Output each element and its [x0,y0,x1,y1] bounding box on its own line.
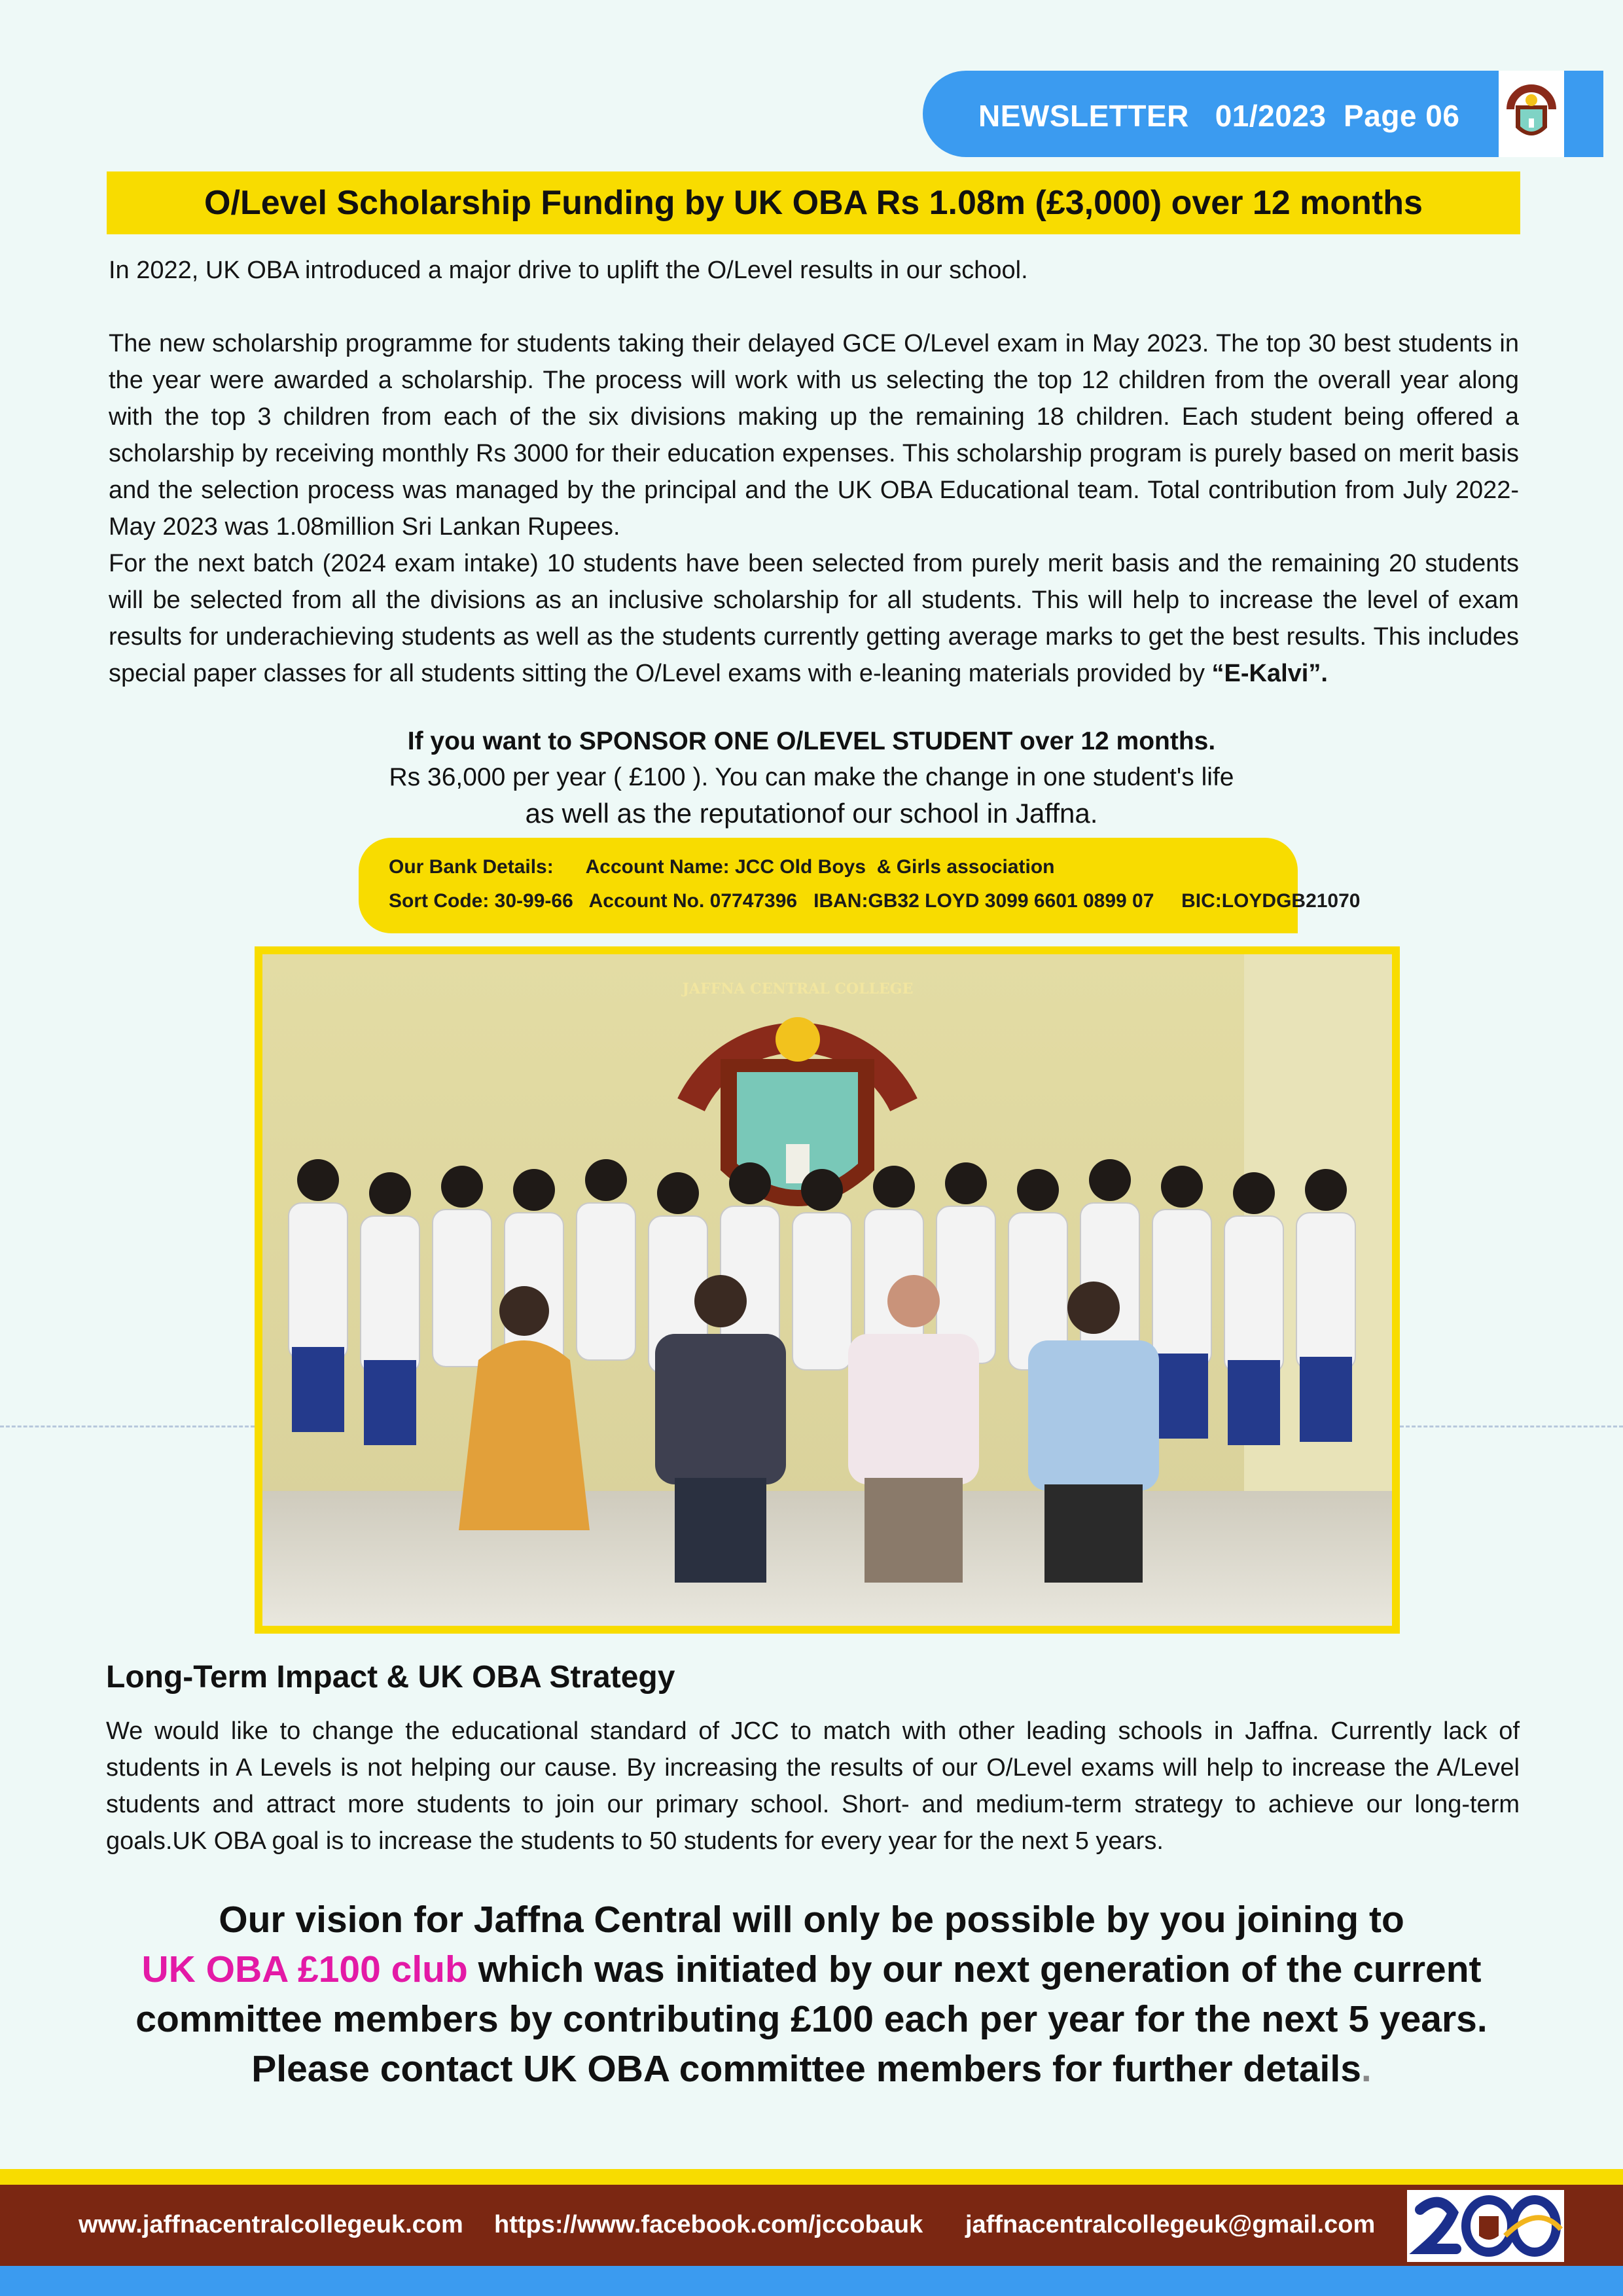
newsletter-label: NEWSLETTER 01/2023 Page 06 [978,99,1460,133]
vision-line-3: committee members by contributing £100 each per year for the next 5 years. [135,1998,1488,2040]
bank-codes: Sort Code: 30-99-66 Account No. 07747396 IBAN:GB32 LOYD 3099 6601 0899 07 BIC:LOYDGB21070 [389,890,1361,912]
next-batch-text: For the next batch (2024 exam intake) 10 students have been selected from purely merit basis and the remaining 20 students will be selected from all the divisions as an inclusive scholarship for all students. This will help to increase the level of exam results for underachieving students as well as the students currently getting average marks to get the best results. This includes special paper classes for all students sitting the O/Level exams with e-leaning materials provided by [109,550,1519,687]
fold-guide-right [1400,1426,1623,1427]
scholarship-paragraph: The new scholarship programme for students taking their delayed GCE O/Level exam in May 2023. The top 30 best students in the year were awarded a scholarship. The process will work with us selecting the top 12 children from the overall year along with the top 3 children from each of the six divisions making up the remaining 18 children. Each student being offered a scholarship by receiving monthly Rs 3000 for their education expenses. This scholarship program is purely based on merit basis and the selection process was managed by the principal and the UK OBA Educational team. Total contribution from July 2022-May 2023 was 1.08million Sri Lankan Rupees. [109,330,1519,541]
bank-account-name: Our Bank Details: Account Name: JCC Old Boys & Girls association [389,856,1055,878]
vision-period: . [1361,2048,1372,2090]
impact-heading: Long-Term Impact & UK OBA Strategy [106,1660,675,1695]
footer-yellow-stripe [0,2169,1623,2185]
header-accent-bar [1564,71,1603,157]
vision-statement [92,1895,1531,2094]
vision-line-2-rest: which was initiated by our next generation of the current [467,1948,1482,1990]
title-banner [107,171,1520,234]
school-crest-icon [1499,71,1564,157]
group-photo-frame [255,946,1400,1634]
footer-blue-stripe [0,2266,1623,2296]
crest-text: JAFFNA CENTRAL COLLEGE [682,980,914,997]
vision-line-2 [92,1945,1531,1994]
page-title: O/Level Scholarship Funding by UK OBA Rs 1.08m (£3,000) over 12 months [204,184,1423,222]
bank-details-box [359,838,1298,933]
group-photo [262,954,1392,1626]
email-link[interactable]: jaffnacentralcollegeuk@gmail.com [965,2211,1376,2238]
vision-line-4 [92,2044,1531,2094]
ekalvi-label: “E-Kalvi”. [1211,660,1328,687]
intro-paragraph: In 2022, UK OBA introduced a major drive to uplift the O/Level results in our school. [109,257,1028,284]
vision-line-4-text: Please contact UK OBA committee members for further details [251,2048,1361,2090]
impact-paragraph: We would like to change the educational standard of JCC to match with other leading schools in Jaffna. Currently lack of students in A Levels is not helping our cause. By increasing the results of our O/Level exams will help to increase the A/Level students and attract more students to join our primary school. Short- and medium-term strategy to achieve our long-term goals.UK OBA goal is to increase the students to 50 students for every year for the next 5 years. [106,1717,1520,1855]
next-batch-paragraph [109,545,1519,692]
website-link[interactable]: www.jaffnacentralcollegeuk.com [79,2211,463,2238]
vision-line-1: Our vision for Jaffna Central will only be possible by you joining to [219,1899,1404,1941]
sponsor-cost-line: Rs 36,000 per year ( £100 ). You can make the change in one student's life [389,763,1234,791]
sponsor-reputation-line: as well as the reputationof our school in Jaffna. [525,798,1098,829]
club-name: UK OBA £100 club [141,1948,468,1990]
facebook-link[interactable]: https://www.facebook.com/jccobauk [494,2211,923,2238]
fold-guide-left [0,1426,255,1427]
bicentenary-200-logo-icon [1407,2190,1564,2262]
sponsor-heading: If you want to SPONSOR ONE O/LEVEL STUDENT over 12 months. [407,727,1216,755]
